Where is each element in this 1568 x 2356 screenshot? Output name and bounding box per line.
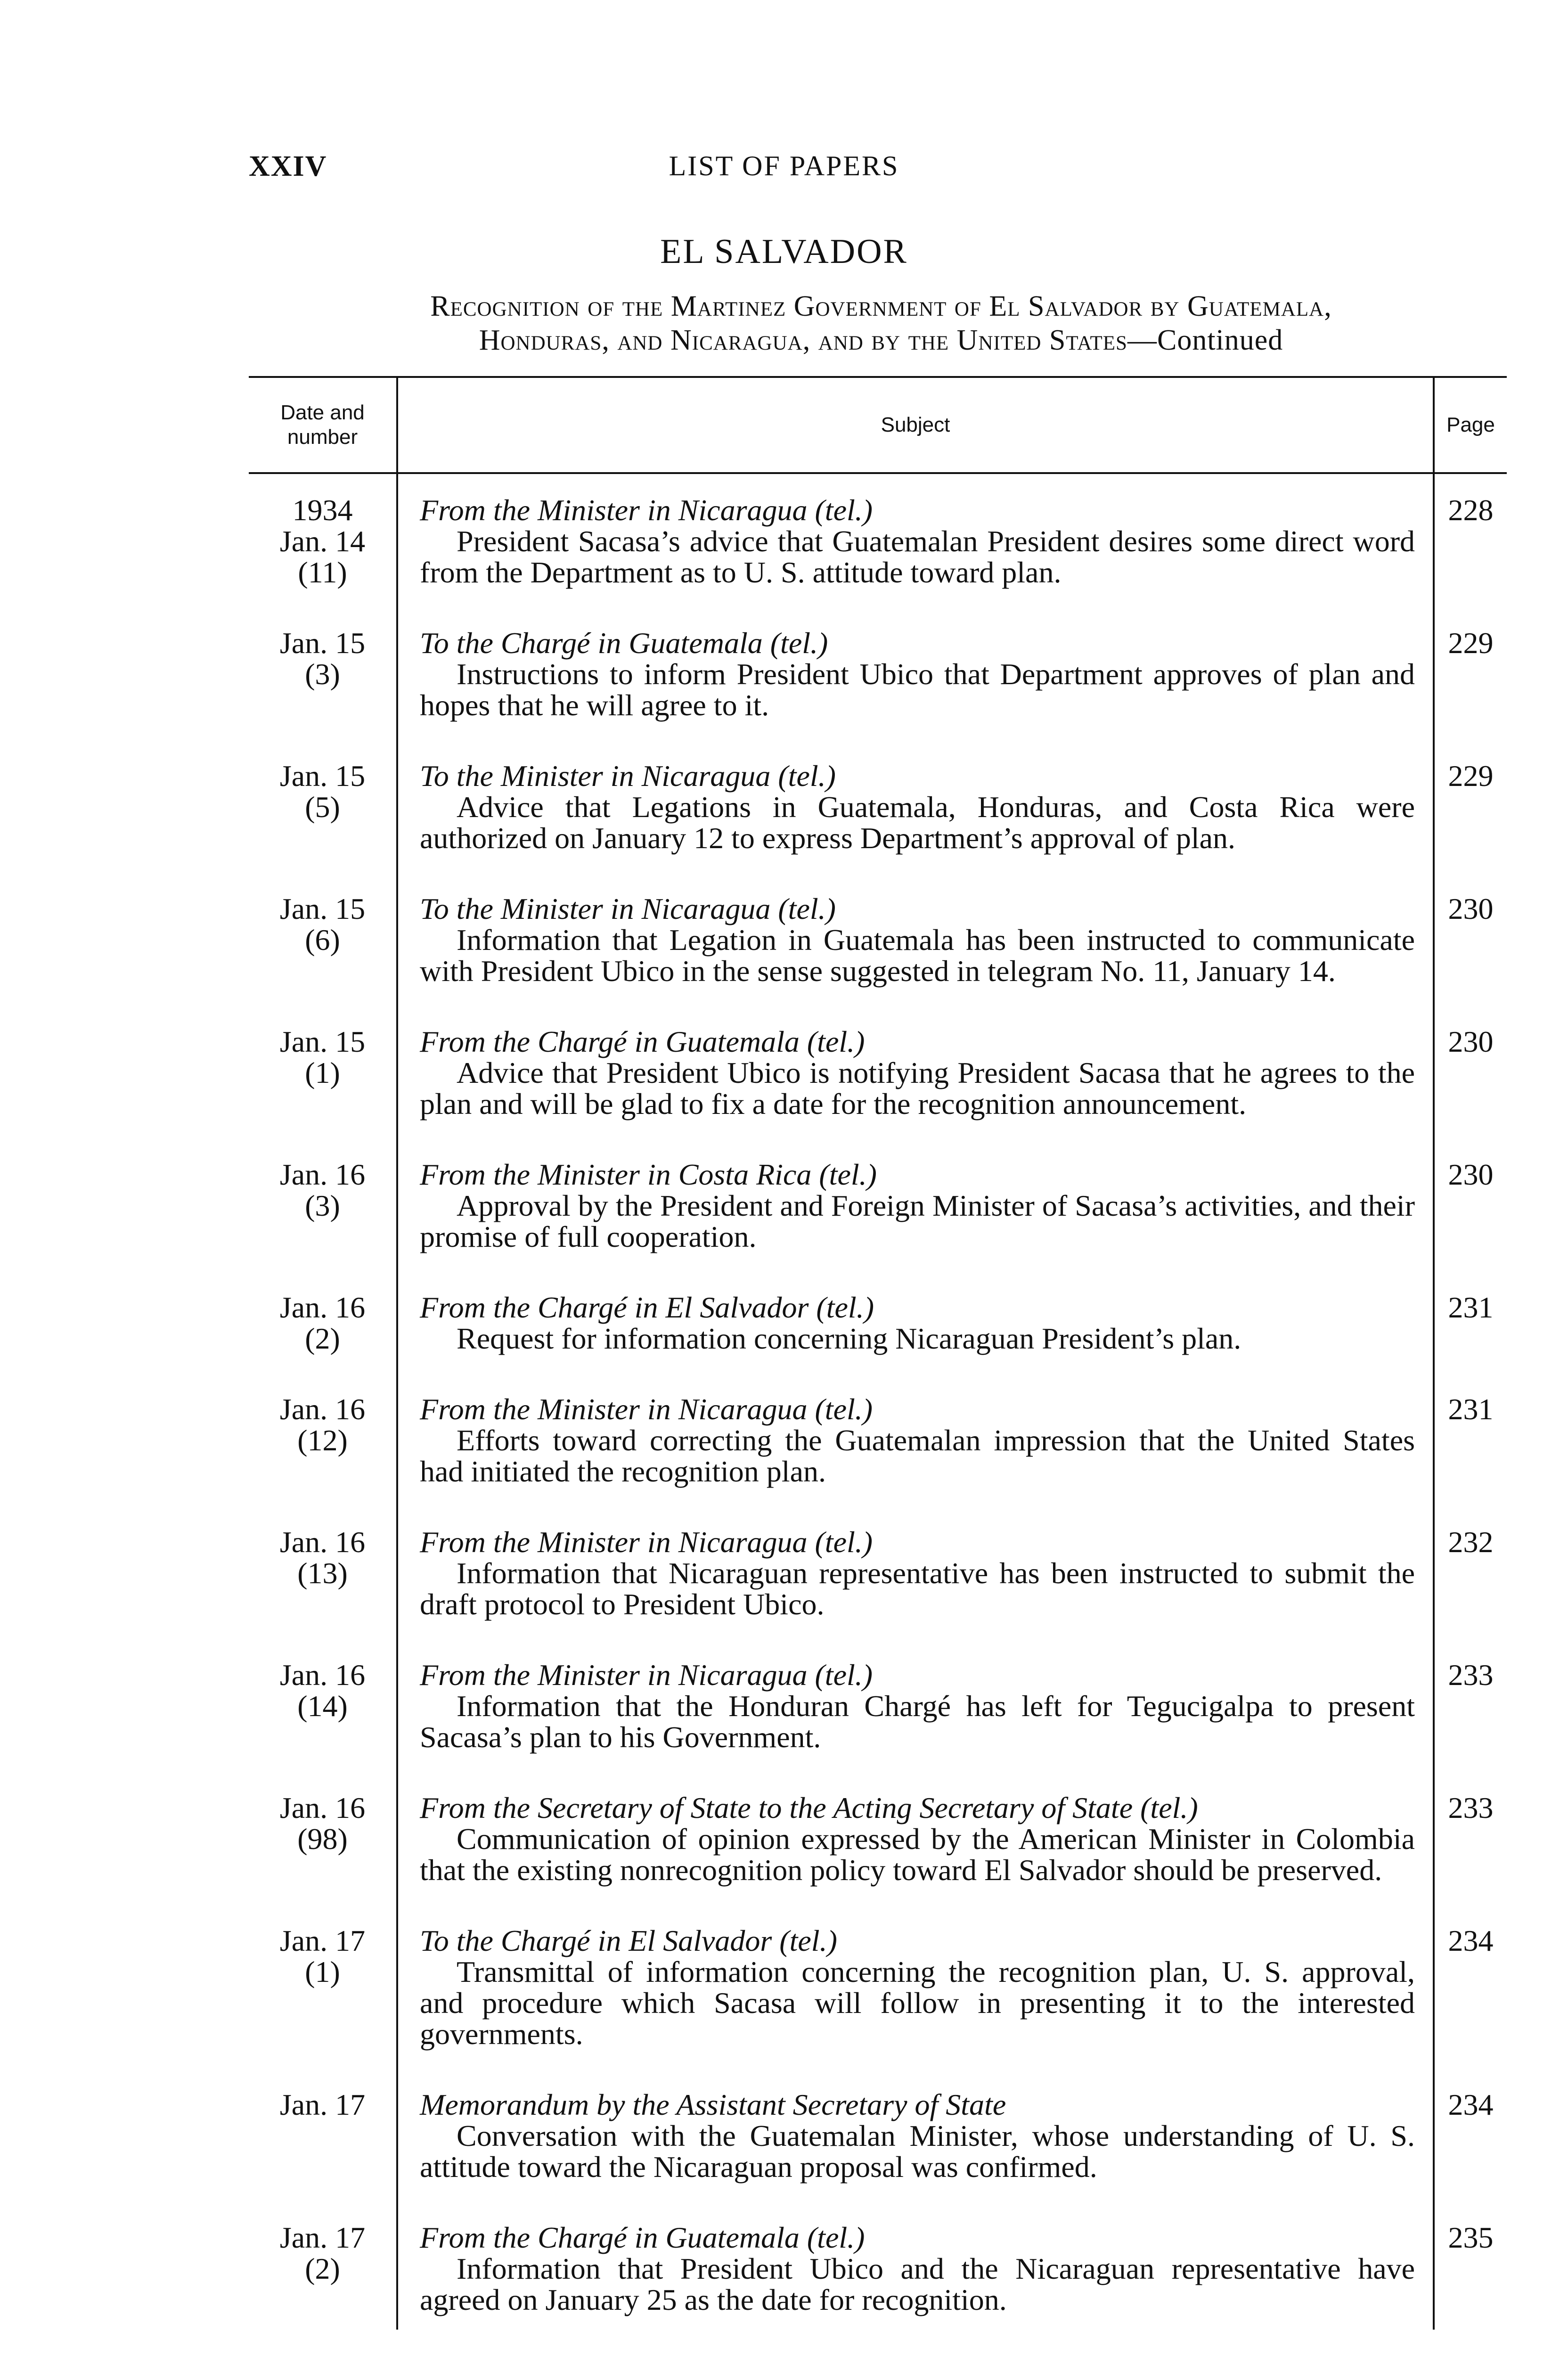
- entry-correspondent: [420, 1792, 1415, 1824]
- entry-description: Request for information concerning Nicaraguan President’s plan.: [457, 1322, 1241, 1355]
- entry-number: (6): [305, 923, 340, 957]
- table-row: [249, 1394, 1507, 1527]
- entry-number: (5): [305, 790, 340, 824]
- entry-page: 229: [1434, 761, 1507, 893]
- entry-subject-cell: [397, 1159, 1434, 1292]
- country-heading: EL SALVADOR: [660, 232, 908, 271]
- entry-correspondent-title: To the Minister in Nicaragua: [420, 759, 771, 793]
- column-header-date-line-2: number: [287, 425, 358, 449]
- entry-number: (2): [305, 2252, 340, 2285]
- entry-date: Jan. 17: [279, 2088, 366, 2121]
- entry-date-cell: [249, 1292, 397, 1394]
- entry-date-cell: [249, 1159, 397, 1292]
- table-row: [249, 1925, 1507, 2089]
- entry-tel-marker: (tel.): [819, 1158, 877, 1191]
- entry-subject-cell: [397, 1660, 1434, 1792]
- entry-page: 234: [1434, 1925, 1507, 2089]
- entry-tel-marker: (tel.): [778, 892, 836, 925]
- entry-page: 234: [1434, 2089, 1507, 2222]
- entry-number: (98): [297, 1822, 348, 1856]
- entry-date-cell: [249, 1527, 397, 1660]
- entry-correspondent-title: From the Minister in Nicaragua: [420, 1658, 808, 1692]
- table-row: [249, 1026, 1507, 1159]
- entry-tel-marker: (tel.): [779, 1924, 837, 1957]
- section-title: [245, 289, 1517, 357]
- section-title-line-1: Recognition of the Martinez Government of El Salvador by Guatemala,: [430, 290, 1332, 322]
- entry-date-cell: [249, 1792, 397, 1925]
- entry-tel-marker: (tel.): [816, 1291, 874, 1324]
- entry-number: (1): [305, 1056, 340, 1089]
- page-folio: XXIV: [249, 150, 327, 182]
- entry-tel-marker: (tel.): [815, 493, 873, 527]
- entry-tel-marker: (tel.): [815, 1525, 873, 1559]
- entry-subject-cell: [397, 1292, 1434, 1394]
- entry-number: (1): [305, 1955, 340, 1988]
- entry-correspondent: [420, 893, 1415, 924]
- entry-tel-marker: (tel.): [815, 1392, 873, 1426]
- entry-number: (13): [297, 1556, 348, 1590]
- entry-date: Jan. 16: [279, 1291, 366, 1324]
- entry-description: Instructions to inform President Ubico that Department approves of plan and hopes that he will agree to it.: [420, 657, 1415, 722]
- entry-description: Information that the Honduran Chargé has left for Tegucigalpa to present Sacasa’s plan to his Government.: [420, 1689, 1415, 1754]
- entry-description: Efforts toward correcting the Guatemalan impression that the United States had initiated the recognition plan.: [420, 1423, 1415, 1488]
- entry-date-cell: [249, 1026, 397, 1159]
- column-header-date-line-1: Date and: [280, 401, 365, 424]
- entry-subject-cell: [397, 1792, 1434, 1925]
- entry-subject-cell: [397, 893, 1434, 1026]
- entry-page: 235: [1434, 2222, 1507, 2330]
- entry-subject-cell: [397, 1527, 1434, 1660]
- entry-subject-cell: [397, 473, 1434, 628]
- entry-correspondent-title: From the Minister in Nicaragua: [420, 1392, 808, 1426]
- entry-subject-cell: [397, 2089, 1434, 2222]
- entry-subject-cell: [397, 761, 1434, 893]
- entry-date: Jan. 15: [279, 626, 366, 660]
- entry-correspondent: [420, 1159, 1415, 1190]
- entry-tel-marker: (tel.): [807, 2221, 865, 2254]
- entry-tel-marker: (tel.): [770, 626, 828, 660]
- entry-correspondent-title: To the Minister in Nicaragua: [420, 892, 771, 925]
- entry-subject-cell: [397, 1925, 1434, 2089]
- entry-date: Jan. 17: [279, 1924, 366, 1957]
- section-title-continued: —Continued: [1127, 324, 1283, 356]
- entry-description: Advice that President Ubico is notifying President Sacasa that he agrees to the plan and will be glad to fix a date for the recognition announcement.: [420, 1056, 1415, 1121]
- entry-tel-marker: (tel.): [778, 759, 836, 793]
- entry-subject-cell: [397, 628, 1434, 761]
- entry-subject-cell: [397, 1026, 1434, 1159]
- entry-date: Jan. 15: [279, 1025, 366, 1058]
- section-title-line-2: [245, 323, 1517, 357]
- table-row: [249, 1660, 1507, 1792]
- entry-page: 230: [1434, 1159, 1507, 1292]
- table-row: [249, 473, 1507, 628]
- entry-correspondent-title: From the Minister in Nicaragua: [420, 493, 808, 527]
- entry-correspondent: [420, 761, 1415, 792]
- entry-subject-cell: [397, 1394, 1434, 1527]
- entry-correspondent-title: From the Minister in Nicaragua: [420, 1525, 808, 1559]
- table-row: [249, 1792, 1507, 1925]
- entry-date: Jan. 17: [279, 2221, 366, 2254]
- table-row: [249, 893, 1507, 1026]
- table-row: [249, 1159, 1507, 1292]
- entry-date: Jan. 14: [279, 524, 366, 558]
- page-header: [0, 150, 1568, 192]
- entry-correspondent: [420, 495, 1415, 526]
- table-row: [249, 2089, 1507, 2222]
- entry-correspondent: [420, 1527, 1415, 1558]
- entry-tel-marker: (tel.): [1140, 1791, 1198, 1824]
- entry-description: Information that Legation in Guatemala has been instructed to communicate with President Ubico in the sense suggested in telegram No. 11, January 14.: [420, 923, 1415, 988]
- table-row: [249, 628, 1507, 761]
- table-row: [249, 2222, 1507, 2330]
- entry-description: President Sacasa’s advice that Guatemalan President desires some direct word from the Department as to U. S. attitude toward plan.: [420, 524, 1415, 589]
- table-row: [249, 1292, 1507, 1394]
- entry-correspondent: [420, 1026, 1415, 1057]
- year-label: 1934: [292, 493, 353, 527]
- entry-date: Jan. 16: [279, 1658, 366, 1692]
- column-header-date: [249, 377, 397, 473]
- entry-date-cell: [249, 2089, 397, 2222]
- entry-number: (2): [305, 1322, 340, 1355]
- entry-correspondent: [420, 628, 1415, 659]
- entry-date: Jan. 16: [279, 1392, 366, 1426]
- entry-description: Advice that Legations in Guatemala, Honduras, and Costa Rica were authorized on January 12 to express Department’s approval of plan.: [420, 790, 1415, 855]
- entry-date: Jan. 15: [279, 892, 366, 925]
- entry-subject-cell: [397, 2222, 1434, 2330]
- table-header-row: [249, 377, 1507, 473]
- table-row: [249, 761, 1507, 893]
- entry-description: Approval by the President and Foreign Minister of Sacasa’s activities, and their promise of full cooperation.: [420, 1189, 1415, 1253]
- entry-correspondent: [420, 1660, 1415, 1691]
- entry-date-cell: [249, 1394, 397, 1527]
- papers-table: [249, 376, 1507, 2330]
- entry-page: 233: [1434, 1660, 1507, 1792]
- entry-page: 233: [1434, 1792, 1507, 1925]
- entry-correspondent-title: From the Chargé in Guatemala: [420, 1025, 800, 1058]
- entry-description: Information that President Ubico and the Nicaraguan representative have agreed on January 25 as the date for recognition.: [420, 2252, 1415, 2316]
- entry-correspondent: [420, 1292, 1415, 1323]
- entry-page: 230: [1434, 1026, 1507, 1159]
- entry-date-cell: [249, 628, 397, 761]
- entry-description: Transmittal of information concerning the recognition plan, U. S. approval, and procedure which Sacasa will follow in presenting it to the interested governments.: [420, 1955, 1415, 2051]
- entry-tel-marker: (tel.): [807, 1025, 865, 1058]
- entry-correspondent-title: From the Chargé in El Salvador: [420, 1291, 809, 1324]
- entry-correspondent: [420, 2222, 1415, 2253]
- entry-correspondent-title: From the Chargé in Guatemala: [420, 2221, 800, 2254]
- entry-number: (14): [297, 1689, 348, 1723]
- entry-description: Information that Nicaraguan representative has been instructed to submit the draft protocol to President Ubico.: [420, 1556, 1415, 1621]
- entry-correspondent-title: To the Chargé in El Salvador: [420, 1924, 772, 1957]
- running-head: LIST OF PAPERS: [669, 150, 899, 181]
- entry-date: Jan. 16: [279, 1158, 366, 1191]
- entry-date: Jan. 16: [279, 1525, 366, 1559]
- section-title-line-2-main: Honduras, and Nicaragua, and by the United States: [479, 324, 1127, 356]
- entry-correspondent: [420, 1394, 1415, 1425]
- entry-correspondent-title: From the Secretary of State to the Acting Secretary of State: [420, 1791, 1133, 1824]
- column-header-page: Page: [1434, 377, 1507, 473]
- entry-description: Communication of opinion expressed by the American Minister in Colombia that the existing nonrecognition policy toward El Salvador should be preserved.: [420, 1822, 1415, 1887]
- table-body: [249, 473, 1507, 2330]
- column-header-subject: Subject: [397, 377, 1434, 473]
- entry-correspondent-title: From the Minister in Costa Rica: [420, 1158, 812, 1191]
- entry-description: Conversation with the Guatemalan Minister, whose understanding of U. S. attitude toward the Nicaraguan proposal was confirmed.: [420, 2119, 1415, 2184]
- entry-page: 232: [1434, 1527, 1507, 1660]
- entry-date-cell: [249, 1925, 397, 2089]
- entry-number: (12): [297, 1423, 348, 1457]
- entry-page: 231: [1434, 1292, 1507, 1394]
- entry-date-cell: [249, 2222, 397, 2330]
- entry-date-cell: [249, 893, 397, 1026]
- entry-correspondent-title: Memorandum by the Assistant Secretary of State: [420, 2088, 1006, 2121]
- entry-page: 231: [1434, 1394, 1507, 1527]
- entry-date-cell: [249, 1660, 397, 1792]
- entry-number: (11): [298, 556, 347, 589]
- entry-date: Jan. 16: [279, 1791, 366, 1824]
- entry-number: (3): [305, 1189, 340, 1222]
- table-row: [249, 1527, 1507, 1660]
- entry-date-cell: [249, 473, 397, 628]
- entry-page: 230: [1434, 893, 1507, 1026]
- entry-correspondent-title: To the Chargé in Guatemala: [420, 626, 763, 660]
- entry-number: (3): [305, 657, 340, 691]
- entry-correspondent: [420, 1925, 1415, 1956]
- entry-date: Jan. 15: [279, 759, 366, 793]
- entry-page: 228: [1434, 473, 1507, 628]
- entry-tel-marker: (tel.): [815, 1658, 873, 1692]
- entry-correspondent: [420, 2089, 1415, 2120]
- entry-page: 229: [1434, 628, 1507, 761]
- entry-date-cell: [249, 761, 397, 893]
